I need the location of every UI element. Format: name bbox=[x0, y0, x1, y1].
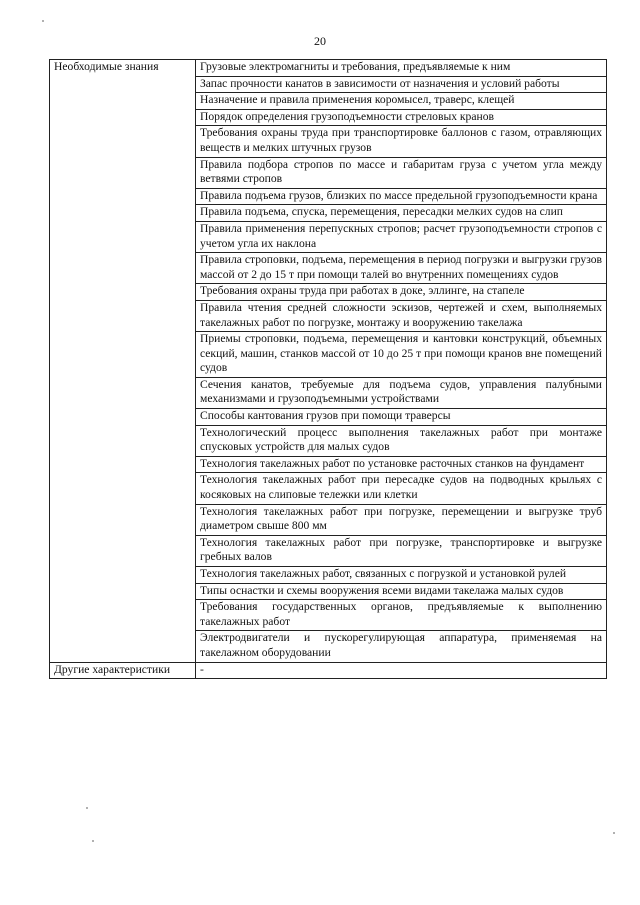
scan-speck bbox=[42, 20, 44, 22]
table-cell: Технология такелажных работ при погрузке, перемещении и выгрузке труб диаметром свыше 800 мм bbox=[196, 504, 607, 535]
table-cell: Технология такелажных работ, связанных с погрузкой и установкой рулей bbox=[196, 567, 607, 584]
table-cell: Технология такелажных работ при погрузке, транспортировке и выгрузке гребных валов bbox=[196, 535, 607, 566]
table-cell: Правила строповки, подъема, перемещения в период погрузки и выгрузки грузов массой от 2 до 15 т при помощи талей во внутренних помещениях судов bbox=[196, 253, 607, 284]
table-cell: Грузовые электромагниты и требования, предъявляемые к ним bbox=[196, 60, 607, 77]
scan-speck bbox=[613, 832, 615, 834]
page-number: 20 bbox=[314, 34, 326, 48]
table-cell: Назначение и правила применения коромысел, траверс, клещей bbox=[196, 93, 607, 110]
table-cell: Правила применения перепускных стропов; расчет грузоподъемности стропов с учетом угла их наклона bbox=[196, 221, 607, 252]
table-cell: Технологический процесс выполнения такелажных работ при монтаже спусковых устройств для малых судов bbox=[196, 425, 607, 456]
table-cell: Правила подбора стропов по массе и габаритам груза с учетом угла между ветвями стропов bbox=[196, 157, 607, 188]
scan-speck bbox=[86, 807, 88, 809]
table-cell: Порядок определения грузоподъемности стреловых кранов bbox=[196, 109, 607, 126]
scan-speck bbox=[92, 840, 94, 842]
table-cell: Технология такелажных работ при пересадке судов на подводных крыльях с косяковых на слиповые тележки или клетки bbox=[196, 473, 607, 504]
table-cell: Способы кантования грузов при помощи траверсы bbox=[196, 409, 607, 426]
table-cell: Сечения канатов, требуемые для подъема судов, управления палубными механизмами и грузоподъемными устройствами bbox=[196, 377, 607, 408]
table-cell: Запас прочности канатов в зависимости от назначения и условий работы bbox=[196, 76, 607, 93]
table-cell: Технология такелажных работ по установке расточных станков на фундамент bbox=[196, 456, 607, 473]
table-cell: Правила подъема грузов, близких по массе предельной грузоподъемности крана bbox=[196, 188, 607, 205]
table-cell: - bbox=[196, 662, 607, 679]
table-cell: Требования государственных органов, предъявляемые к выполнению такелажных работ bbox=[196, 600, 607, 631]
section-label-other: Другие характеристики bbox=[50, 662, 196, 679]
table-cell: Приемы строповки, подъема, перемещения и кантовки конструкций, объемных секций, машин, станков массой от 10 до 25 т при помощи кранов вне помещений судов bbox=[196, 332, 607, 378]
section-label-knowledge: Необходимые знания bbox=[50, 60, 196, 663]
requirements-table bbox=[49, 59, 607, 679]
table-cell: Типы оснастки и схемы вооружения всеми видами такелажа малых судов bbox=[196, 583, 607, 600]
table-cell: Требования охраны труда при транспортировке баллонов с газом, отравляющих веществ и мелких штучных грузов bbox=[196, 126, 607, 157]
table-cell: Электродвигатели и пускорегулирующая аппаратура, применяемая на такелажном оборудовании bbox=[196, 631, 607, 662]
table-cell: Правила чтения средней сложности эскизов, чертежей и схем, выполняемых такелажных работ по погрузке, монтажу и вооружению такелажа bbox=[196, 300, 607, 331]
table-cell: Требования охраны труда при работах в доке, эллинге, на стапеле bbox=[196, 284, 607, 301]
table-cell: Правила подъема, спуска, перемещения, пересадки мелких судов на слип bbox=[196, 205, 607, 222]
table-row bbox=[50, 60, 607, 77]
table-row bbox=[50, 662, 607, 679]
